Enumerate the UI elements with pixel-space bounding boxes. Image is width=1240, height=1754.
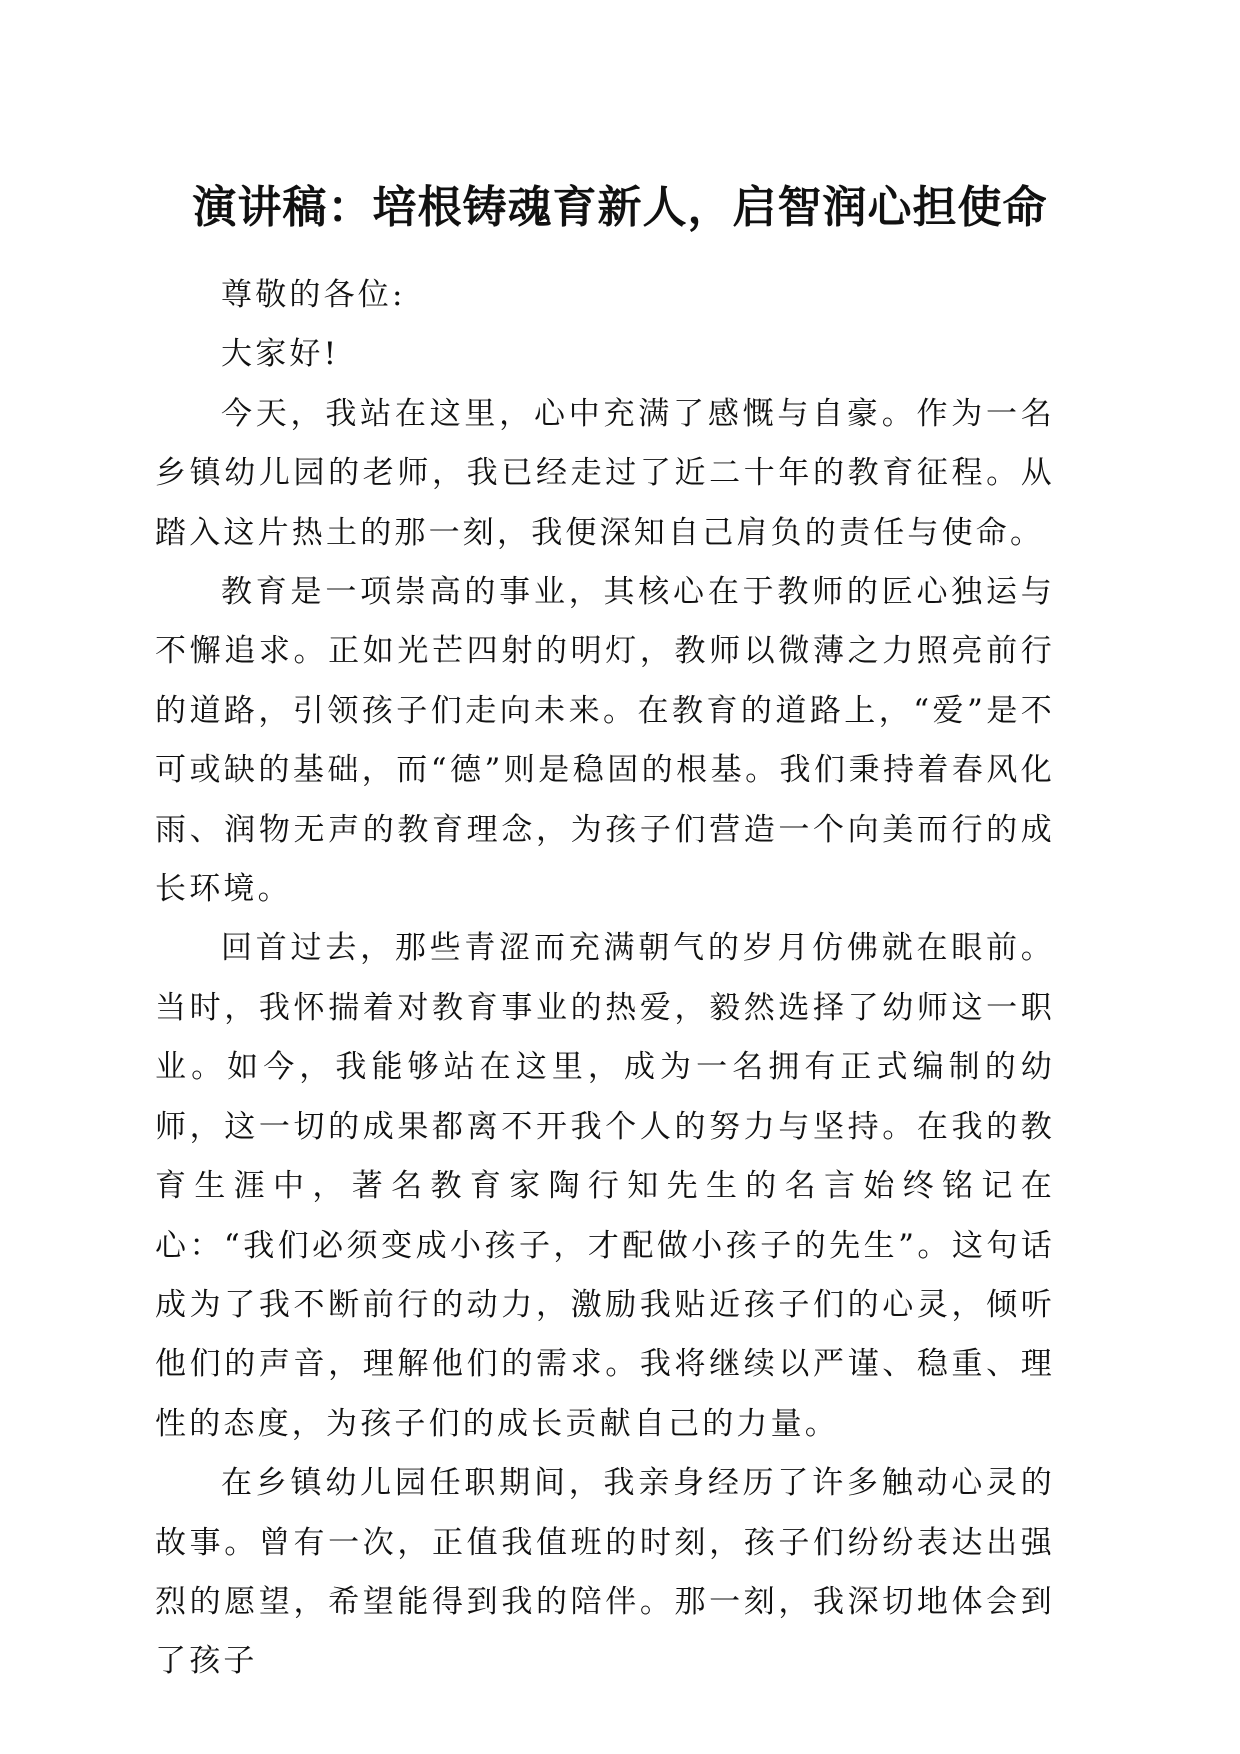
paragraph: 教育是一项崇高的事业，其核心在于教师的匠心独运与不懈追求。正如光芒四射的明灯，教师以微薄之力照亮前行的道路，引领孩子们走向未来。在教育的道路上，“爱”是不可或缺的基础，而“德”则是稳固的根基。我们秉持着春风化雨、润物无声的教育理念，为孩子们营造一个向美而行的成长环境。 <box>155 574 1055 908</box>
greeting: 大家好! <box>221 336 340 373</box>
salutation: 尊敬的各位: <box>221 277 406 313</box>
speech-title: 演讲稿：培根铸魂育新人，启智润心担使命 <box>192 182 1048 233</box>
speech-body <box>155 266 1055 1692</box>
paragraph: 在乡镇幼儿园任职期间，我亲身经历了许多触动心灵的故事。曾有一次，正值我值班的时刻，孩子们纷纷表达出强烈的愿望，希望能得到我的陪伴。那一刻，我深切地体会到了孩子 <box>155 1465 1055 1680</box>
paragraph: 今天，我站在这里，心中充满了感慨与自豪。作为一名乡镇幼儿园的老师，我已经走过了近二十年的教育征程。从踏入这片热土的那一刻，我便深知自己肩负的责任与使命。 <box>155 395 1055 551</box>
paragraph: 回首过去，那些青涩而充满朝气的岁月仿佛就在眼前。当时，我怀揣着对教育事业的热爱，毅然选择了幼师这一职业。如今，我能够站在这里，成为一名拥有正式编制的幼师，这一切的成果都离不开我个人的努力与坚持。在我的教育生涯中，著名教育家陶行知先生的名言始终铭记在心：“我们必须变成小孩子，才配做小孩子的先生”。这句话成为了我不断前行的动力，激励我贴近孩子们的心灵，倾听他们的声音，理解他们的需求。我将继续以严谨、稳重、理性的态度，为孩子们的成长贡献自己的力量。 <box>155 930 1055 1442</box>
